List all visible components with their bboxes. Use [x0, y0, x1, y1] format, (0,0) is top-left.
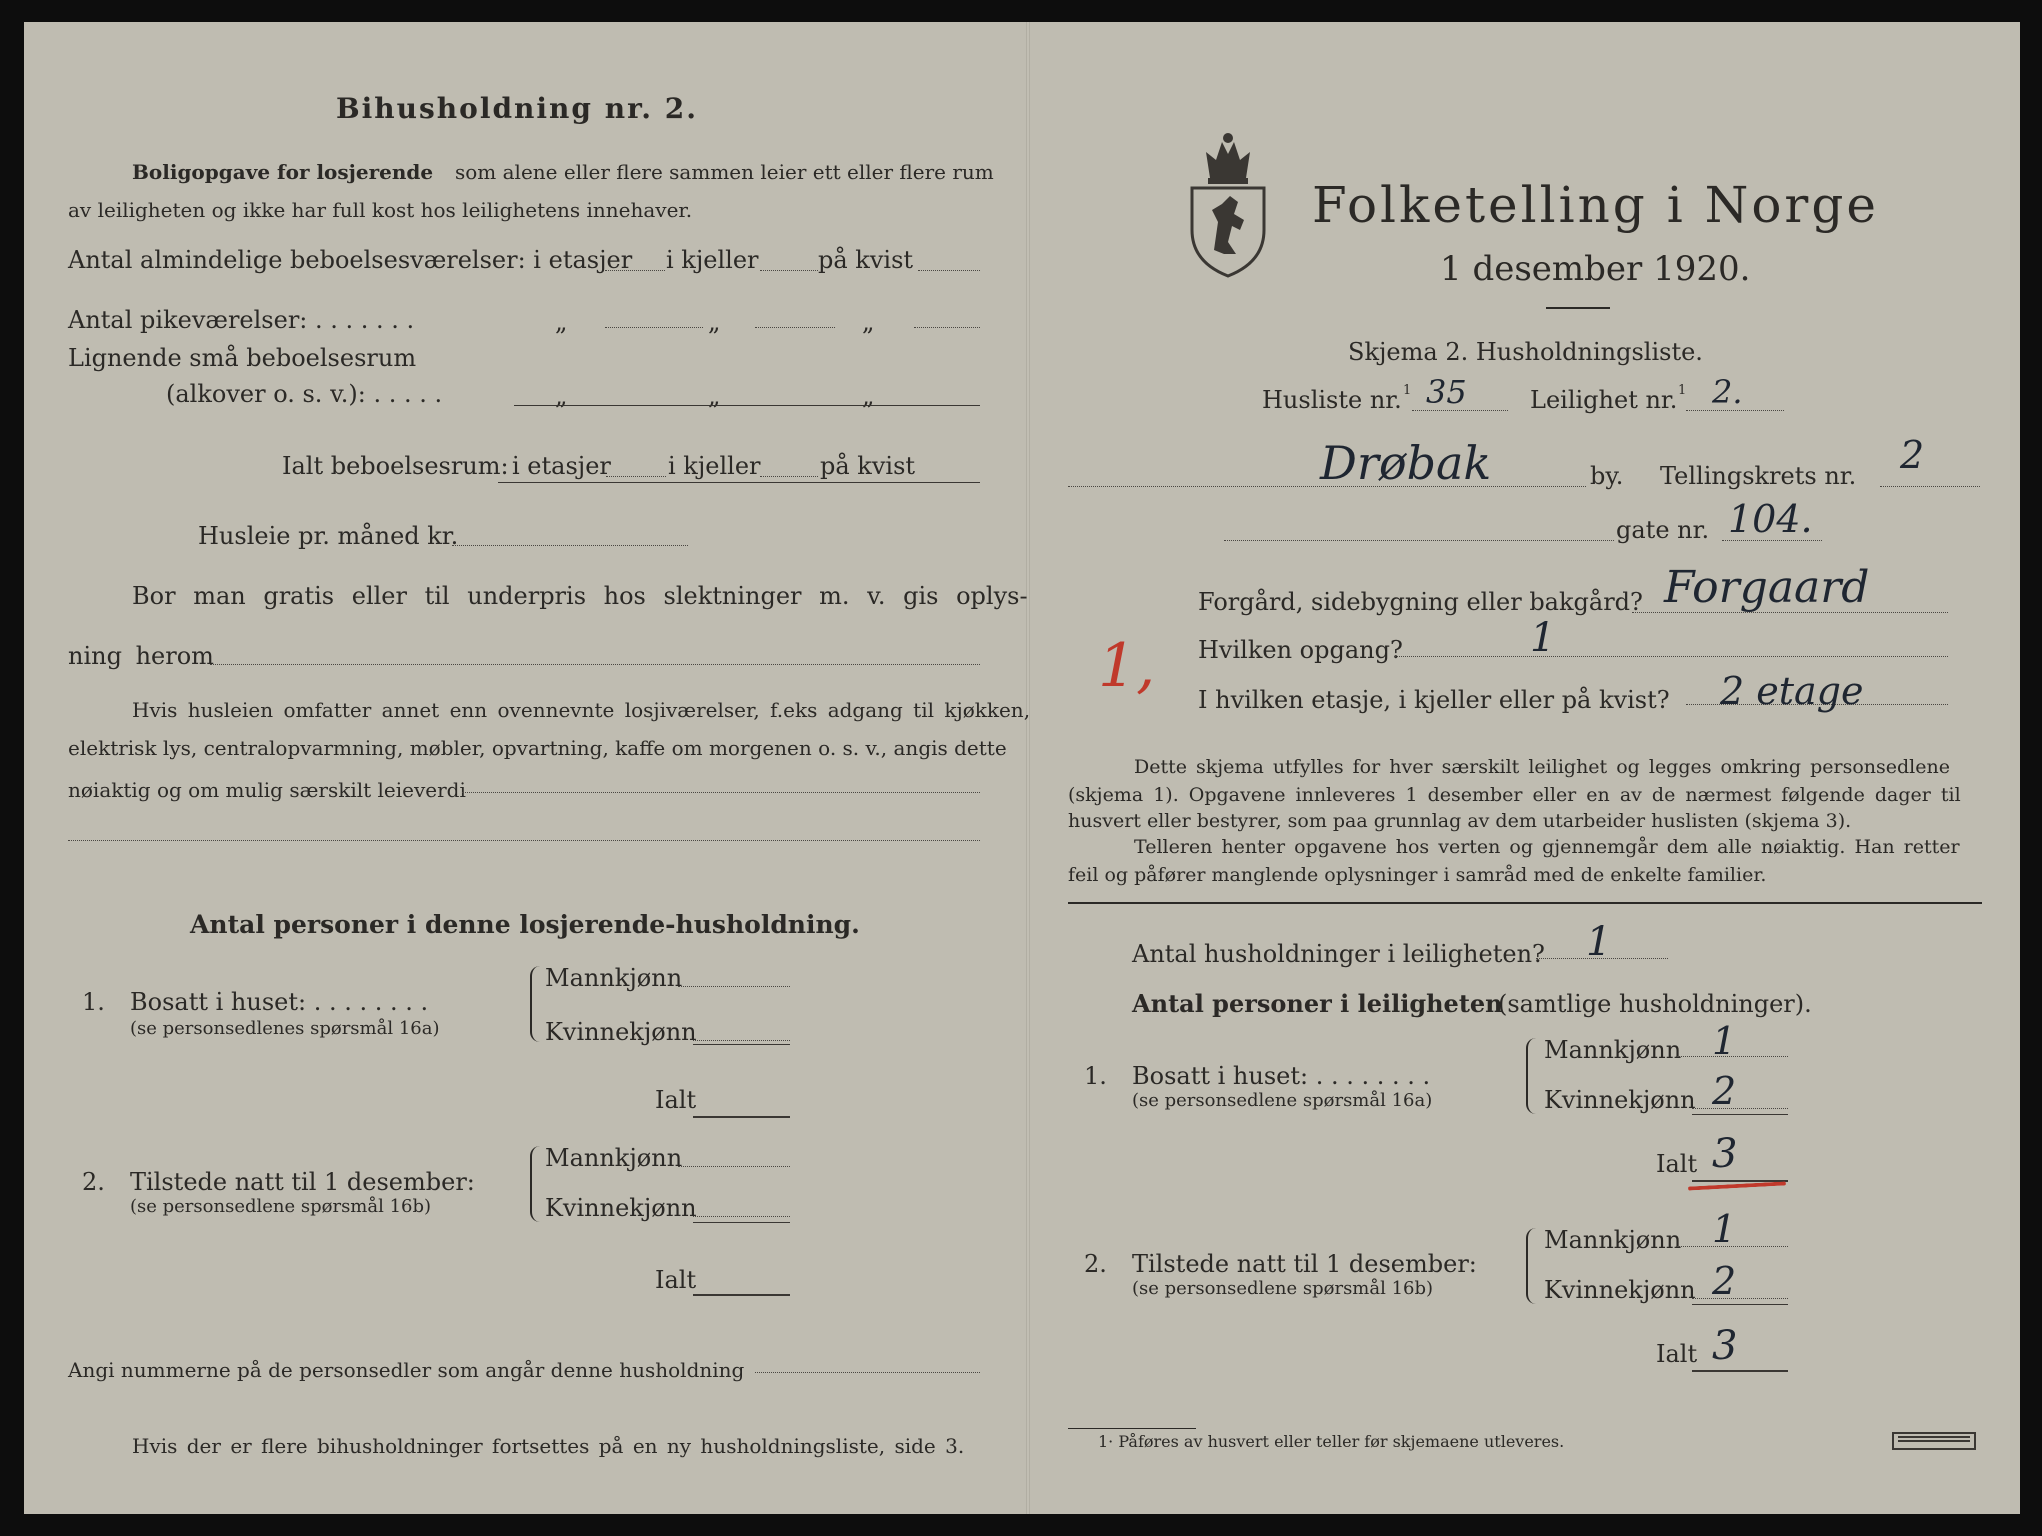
field-line	[605, 270, 665, 271]
sum-line	[1692, 1304, 1788, 1305]
intro-line-2: av leiligheten og ikke har full kost hos leilighetens innehaver.	[68, 198, 693, 222]
ialt-label: Ialt	[1656, 1340, 1698, 1368]
field-line	[1224, 540, 1614, 541]
i-etasjer-label: i etasjer	[512, 452, 611, 480]
alkover-label: (alkover o. s. v.): . . . . .	[166, 380, 443, 408]
form-title: Folketelling i Norge	[1312, 176, 1879, 234]
q1-ialt-value: 3	[1712, 1131, 1738, 1177]
antal-husholdninger-value: 1	[1586, 919, 1612, 965]
field-line	[755, 1372, 980, 1373]
hvis-line-3: nøiaktig og om mulig særskilt leieverdi	[68, 778, 466, 802]
field-line	[1880, 486, 1980, 487]
sum-line	[693, 1222, 790, 1223]
kvinnekjonn-label: Kvinnekjønn	[1544, 1276, 1696, 1304]
q2-mannkjonn-value: 1	[1712, 1207, 1737, 1251]
husleie-label: Husleie pr. måned kr.	[198, 522, 459, 550]
leilighet-label: Leilighet nr.	[1530, 386, 1678, 414]
opgang-label: Hvilken opgang?	[1198, 636, 1403, 664]
antal-alm-label: Antal almindelige beboelsesværelser: i etasjer	[68, 246, 633, 274]
divider	[1546, 307, 1610, 309]
antal-personer-heading: Antal personer i denne losjerende-husholdning.	[190, 910, 860, 939]
brace	[530, 1146, 540, 1222]
bor-gratis-line-1: Bor man gratis eller til underpris hos slektninger m. v. gis oplys-	[132, 582, 1028, 610]
instruction-line-5: feil og påfører manglende oplysninger i samråd med de enkelte familier.	[1068, 864, 1767, 886]
intro-bold: Boligopgave for losjerende	[132, 160, 434, 184]
field-line	[678, 1166, 790, 1167]
footnote: 1· Påføres av husvert eller teller før skjemaene utleveres.	[1098, 1432, 1565, 1451]
q1-label: Bosatt i huset: . . . . . . . .	[1132, 1062, 1431, 1090]
q1-label: Bosatt i huset: . . . . . . . .	[130, 988, 429, 1016]
by-label: by.	[1590, 462, 1624, 490]
printer-stamp-icon	[1892, 1432, 1976, 1450]
kvinnekjonn-label: Kvinnekjønn	[1544, 1086, 1696, 1114]
left-title: Bihusholdning nr. 2.	[336, 92, 698, 125]
husliste-label: Husliste nr.	[1262, 386, 1402, 414]
mannkjonn-label: Mannkjønn	[545, 1144, 683, 1172]
sum-line	[1692, 1370, 1788, 1372]
tellingskrets-label: Tellingskrets nr.	[1660, 462, 1857, 490]
tellingskrets-value: 2	[1900, 433, 1925, 477]
hvis-line-2: elektrisk lys, centralopvarmning, møbler, opvartning, kaffe om morgenen o. s. v., angis dette	[68, 736, 1007, 760]
field-line	[605, 327, 703, 328]
field-line	[1692, 1108, 1788, 1109]
gate-label: gate nr.	[1616, 516, 1710, 544]
brace	[1526, 1228, 1536, 1304]
ditto-mark: „	[708, 308, 721, 336]
sum-line	[693, 1116, 790, 1118]
kvinnekjonn-label: Kvinnekjønn	[545, 1018, 697, 1046]
q1-kvinnekjonn-value: 2	[1712, 1069, 1737, 1113]
instruction-line-2: (skjema 1). Opgavene innleveres 1 desember eller en av de nærmest følgende dager til	[1068, 784, 1961, 806]
q1-mannkjonn-value: 1	[1712, 1019, 1737, 1063]
section-divider	[1068, 902, 1982, 904]
q1-sub-label: (se personsedlenes spørsmål 16a)	[130, 1018, 440, 1039]
footnote-marker: 1	[1403, 383, 1412, 398]
sum-line	[498, 482, 980, 483]
intro-text: som alene eller flere sammen leier ett eller flere rum	[455, 160, 994, 184]
leilighet-value: 2.	[1712, 373, 1743, 411]
flere-note: Hvis der er flere bihusholdninger fortsettes på en ny husholdningsliste, side 3.	[132, 1434, 965, 1458]
mannkjonn-label: Mannkjønn	[545, 964, 683, 992]
field-line	[918, 270, 980, 271]
field-line	[68, 840, 980, 841]
field-line	[1692, 1298, 1788, 1299]
mannkjonn-label: Mannkjønn	[1544, 1226, 1682, 1254]
by-value: Drøbak	[1320, 436, 1492, 490]
q1-number: 1.	[82, 988, 105, 1016]
field-line	[452, 545, 688, 546]
q1-sub-label: (se personsedlene spørsmål 16a)	[1132, 1090, 1433, 1111]
ditto-mark: „	[555, 308, 568, 336]
antal-personer-leilighet-heading: Antal personer i leiligheten	[1132, 989, 1503, 1018]
field-line	[462, 792, 980, 793]
sum-line	[514, 405, 980, 406]
q2-number: 2.	[82, 1168, 105, 1196]
opgang-value: 1	[1530, 615, 1556, 661]
field-line	[914, 327, 980, 328]
ialt-label: Ialt	[1656, 1150, 1698, 1178]
ialt-label: Ialt	[655, 1086, 697, 1114]
ialt-beboelsesrum-label: Ialt beboelsesrum:	[282, 452, 509, 480]
q2-kvinnekjonn-value: 2	[1712, 1259, 1737, 1303]
etasje-label: I hvilken etasje, i kjeller eller på kvist?	[1198, 686, 1670, 714]
ditto-mark: „	[862, 308, 875, 336]
antal-husholdninger-label: Antal husholdninger i leiligheten?	[1132, 940, 1545, 968]
page-fold	[1026, 22, 1030, 1514]
forgaard-value: Forgaard	[1664, 562, 1870, 613]
kvinnekjonn-label: Kvinnekjønn	[545, 1194, 697, 1222]
q2-label: Tilstede natt til 1 desember:	[130, 1168, 475, 1196]
pike-label: Antal pikeværelser: . . . . . . .	[68, 306, 415, 334]
sum-line	[693, 1294, 790, 1296]
ditto-mark: „	[862, 382, 875, 410]
i-kjeller-label: i kjeller	[668, 452, 761, 480]
q2-sub-label: (se personsedlene spørsmål 16b)	[130, 1196, 432, 1217]
field-line	[1394, 656, 1948, 657]
lignende-label: Lignende små beboelsesrum	[68, 344, 417, 372]
red-margin-mark: 1,	[1098, 631, 1156, 701]
sum-line	[693, 1044, 790, 1045]
field-line	[760, 270, 818, 271]
ialt-label: Ialt	[655, 1266, 697, 1294]
sum-line	[1692, 1114, 1788, 1115]
paa-kvist-label: på kvist	[818, 246, 914, 274]
q2-ialt-value: 3	[1712, 1323, 1738, 1369]
hvis-line-1: Hvis husleien omfatter annet enn ovennevnte losjiværelser, f.eks adgang til kjøkken,	[132, 698, 1031, 722]
angi-label: Angi nummerne på de personsedler som angår denne husholdning	[68, 1358, 745, 1382]
field-line	[693, 1216, 790, 1217]
q2-number: 2.	[1084, 1250, 1107, 1278]
mannkjonn-label: Mannkjønn	[1544, 1036, 1682, 1064]
census-date: 1 desember 1920.	[1440, 249, 1751, 289]
footnote-marker: 1	[1678, 383, 1687, 398]
antal-personer-leilighet-note: (samtlige husholdninger).	[1498, 990, 1812, 1018]
forgaard-label: Forgård, sidebygning eller bakgård?	[1198, 588, 1643, 616]
q2-sub-label: (se personsedlene spørsmål 16b)	[1132, 1278, 1434, 1299]
field-line	[210, 664, 980, 665]
field-line	[606, 476, 666, 477]
norwegian-coat-of-arms-icon	[1188, 130, 1268, 280]
gate-value: 104.	[1728, 497, 1813, 541]
q1-number: 1.	[1084, 1062, 1107, 1090]
field-line	[755, 327, 835, 328]
etasje-value: 2 etage	[1720, 669, 1864, 713]
ditto-mark: „	[708, 382, 721, 410]
ditto-mark: „	[555, 382, 568, 410]
instruction-line-1: Dette skjema utfylles for hver særskilt leilighet og legges omkring personsedlene	[1134, 756, 1950, 778]
field-line	[693, 1040, 790, 1041]
instruction-line-4: Telleren henter opgavene hos verten og gjennemgår dem alle nøiaktig. Han retter	[1134, 836, 1960, 858]
instruction-line-3: husvert eller bestyrer, som paa grunnlag av dem utarbeider huslisten (skjema 3).	[1068, 810, 1852, 832]
footnote-rule	[1068, 1428, 1196, 1429]
skjema-label: Skjema 2. Husholdningsliste.	[1348, 338, 1703, 366]
brace	[1526, 1038, 1536, 1114]
paa-kvist-label: på kvist	[820, 452, 916, 480]
husliste-value: 35	[1426, 373, 1467, 411]
i-kjeller-label: i kjeller	[666, 246, 759, 274]
brace	[530, 966, 540, 1042]
q2-label: Tilstede natt til 1 desember:	[1132, 1250, 1477, 1278]
field-line	[678, 986, 790, 987]
bor-gratis-line-2: ning herom	[68, 642, 214, 670]
field-line	[760, 476, 818, 477]
